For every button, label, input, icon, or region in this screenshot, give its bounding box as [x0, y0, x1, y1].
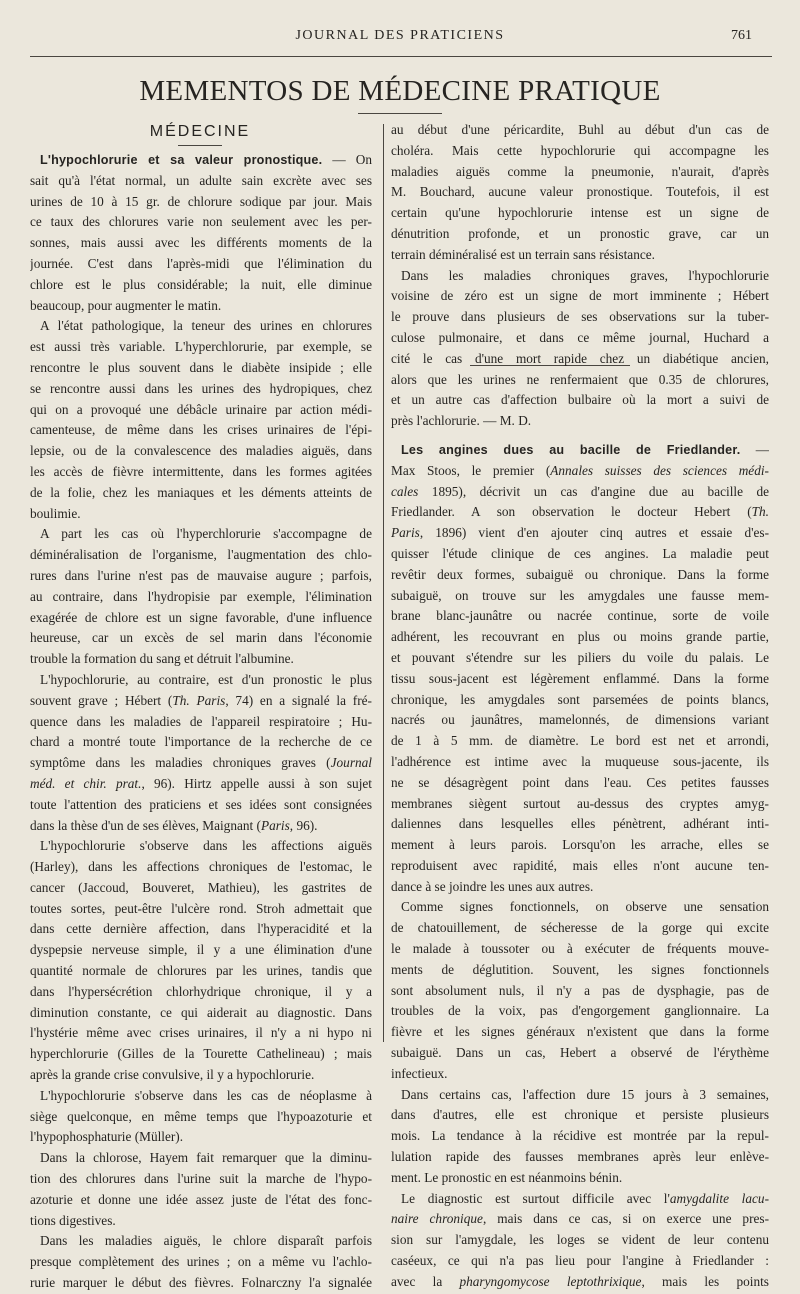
text-line [391, 370, 769, 391]
italic-citation: Th. Paris [172, 692, 226, 708]
text-run: subaiguë, on trouve sur les amygdales une fausse mem- [391, 587, 769, 603]
italic-citation: pharyngomycose leptothrixique [459, 1273, 642, 1289]
text-run: cancer (Jaccoud, Bouveret, Mathieu), les gastrites de [30, 879, 372, 895]
text-line [30, 316, 372, 337]
text-line [391, 1001, 769, 1022]
text-run: L'hypochlorurie s'observe dans les cas de néoplasme à [40, 1087, 372, 1103]
text-line [30, 504, 372, 525]
text-line [30, 1065, 372, 1086]
text-run: , mais les points [641, 1273, 769, 1289]
text-run: brane blanc-jaunâtre ou nacrée continue, sorte de voile [391, 608, 769, 624]
text-run: maladies aiguës comme la pneumonie, n'aurait, d'après [391, 163, 769, 179]
text-run: 1895), décrivit un cas d'angine due au bacille de [418, 483, 769, 499]
title-rule [358, 113, 442, 114]
text-run: beaucoup, pour augmenter le matin. [30, 297, 222, 313]
text-line [391, 690, 769, 711]
text-run: Dans certains cas, l'affection dure 15 jours à 3 semaines, [401, 1086, 769, 1102]
text-run: , 1896) vient d'en ajouter cinq autres et essaie d'es- [419, 525, 769, 541]
text-line [30, 1169, 372, 1190]
text-run: et pouvant s'étendre sur les piliers du voile du palais. Le [391, 649, 769, 665]
text-line [30, 1190, 372, 1211]
text-run: chlore est le plus considérable; la nuit, elle diminue [30, 276, 372, 292]
text-run: est aussi très variable. L'hyperchlorurie, par exemple, se [30, 339, 372, 355]
text-run: sait qu'à l'état normal, un adulte sain excrète avec ses [30, 172, 372, 188]
text-line [391, 731, 769, 752]
text-line [391, 461, 769, 482]
text-run: quantité normale de chlorures par les urines, tandis que [30, 963, 372, 979]
italic-citation: Annales suisses des sciences médi- [550, 462, 769, 478]
text-line [30, 1148, 372, 1169]
text-line [391, 523, 769, 544]
text-run: nacrés ou jaunâtres, mamelonnés, de dimensions variant [391, 712, 769, 728]
text-run: , mais dans ce cas, si on exerce une pres- [482, 1211, 769, 1227]
text-line [30, 816, 372, 837]
text-run: , 96). [289, 817, 318, 833]
text-run: L'hypochlorurie s'observe dans les affections aiguës [40, 838, 372, 854]
text-line [391, 307, 769, 328]
text-run: rures dans l'urine n'est pas de mauvaise augure ; parfois, [30, 567, 372, 583]
text-run: siège quelconque, en même temps que l'hypoazoturie et [30, 1108, 372, 1124]
text-line [391, 648, 769, 669]
text-run: qui on a provoqué une débâcle urinaire par action médi- [30, 401, 372, 417]
text-run: , 74) en a signalé la fré- [225, 692, 372, 708]
text-line [30, 670, 372, 691]
text-run: chronique, les amygdales sont parsemées de points blancs, [391, 691, 769, 707]
text-run: Dans les maladies chroniques graves, l'hypochlorurie [401, 267, 769, 283]
text-run: cité le cas d'une mort rapide chez un diabétique ancien, [391, 350, 769, 366]
text-run: l'hystérie même avec crises urinaires, il n'y a ni hypo ni [30, 1025, 372, 1041]
text-run: membranes siègent surtout au-dessus des cryptes amyg- [391, 795, 769, 811]
italic-citation: Th. [751, 504, 769, 520]
text-run: dance à se joindre les unes aux autres. [391, 878, 594, 894]
text-run: rurie marquer le début des fièvres. Folnarczny l'a signalée [30, 1275, 372, 1291]
page-number: 761 [731, 28, 752, 43]
text-line [391, 794, 769, 815]
text-run: sonnes, mais aussi avec les différents moments de la [30, 235, 372, 251]
text-line [30, 1211, 372, 1232]
text-run: , 96). Hirtz appelle aussi à son sujet [141, 775, 372, 791]
text-line [391, 1168, 769, 1189]
text-line [30, 587, 372, 608]
text-line [30, 545, 372, 566]
text-line [391, 1043, 769, 1064]
column-divider [383, 124, 384, 1042]
text-line [391, 440, 769, 461]
text-line [391, 814, 769, 835]
text-run: presque complètement des urines ; on a même vu l'achlo- [30, 1254, 372, 1270]
text-line [391, 856, 769, 877]
text-line [30, 753, 372, 774]
text-run: le prouve dans plusieurs de ses observations sur la tuber- [391, 309, 769, 325]
text-run: souvent grave ; Hébert ( [30, 692, 173, 708]
text-line [30, 712, 372, 733]
text-line [391, 1022, 769, 1043]
text-run: rencontre le plus souvent dans le diabète insipide ; elle [30, 359, 372, 375]
text-line [391, 627, 769, 648]
text-run: sion sur l'amygdale, les loges se vident de leur contenu [391, 1232, 769, 1248]
text-run: dans l'hypersécrétion chlorhydrique chronique, il y a [30, 983, 372, 999]
italic-citation: Paris [260, 817, 290, 833]
text-line [391, 1085, 769, 1106]
text-run: quisser l'étude clinique de ces angines. La maladie peut [391, 545, 769, 561]
text-line [391, 502, 769, 523]
text-run: — [740, 441, 769, 457]
text-run: symptôme dans les maladies chroniques graves ( [30, 755, 331, 771]
text-run: voisine de zéro est un signe de mort imminente ; Hébert [391, 288, 769, 304]
text-line [30, 1044, 372, 1065]
text-run: après la grande crise convulsive, il y a hypochlorurie. [30, 1067, 315, 1083]
text-line [30, 1107, 372, 1128]
italic-citation: Journal [330, 755, 372, 771]
text-line [391, 835, 769, 856]
text-run: heureuse, car un excès de sel marin dans l'économie [30, 630, 372, 646]
text-run: subaiguë. Dans un cas, Hebert a observé de l'érythème [391, 1045, 769, 1061]
text-run: hyperchlorurie (Gilles de la Tourette Cathelineau) ; mais [30, 1046, 372, 1062]
text-line [30, 400, 372, 421]
text-run: Le diagnostic est surtout difficile avec l' [401, 1190, 670, 1206]
text-line [391, 1251, 769, 1272]
text-line [391, 328, 769, 349]
text-line [30, 524, 372, 545]
text-line [391, 918, 769, 939]
text-run: exagérée de chlore est un signe favorable, d'une influence [30, 609, 372, 625]
text-line [30, 795, 372, 816]
text-run: quence dans les maladies de l'appareil respiratoire ; Hu- [30, 713, 372, 729]
italic-citation: cales [391, 483, 419, 499]
text-line [30, 1003, 372, 1024]
text-line [30, 296, 372, 317]
text-run: déminéralisation de l'organisme, l'augmentation des chlo- [30, 547, 372, 563]
text-run: avec la [391, 1273, 460, 1289]
text-line [30, 1231, 372, 1252]
text-line [391, 773, 769, 794]
text-line [30, 836, 372, 857]
text-line [30, 732, 372, 753]
text-line [391, 710, 769, 731]
text-run: ce taux des chlorures varie non seulement avec les per- [30, 214, 372, 230]
text-run: adhérent, les recouvrant en plus ou moins grande partie, [391, 629, 769, 645]
text-run: culose pulmonaire, et dans ce même journal, Huchard a [391, 329, 769, 345]
running-head [0, 24, 800, 48]
text-line [30, 212, 372, 233]
text-run: dyspepsie nerveuse simple, il y a une élimination d'une [30, 942, 372, 958]
text-line [391, 141, 769, 162]
text-line [30, 628, 372, 649]
text-run: Dans la chlorose, Hayem fait remarquer que la diminu- [40, 1150, 372, 1166]
text-run: mois. La tendance à la récidive est montrée par la repul- [391, 1128, 769, 1144]
text-line [391, 482, 769, 503]
text-run: (Harley), dans les affections chroniques de l'estomac, le [30, 859, 372, 875]
text-run: reproduisent avec rapidité, mais elles n'ont aucune ten- [391, 857, 769, 873]
text-line [30, 940, 372, 961]
text-run: près l'achlorurie. — M. D. [391, 413, 532, 429]
text-line [391, 752, 769, 773]
text-line [30, 1127, 372, 1148]
text-run: certain qu'une hypochlorurie intense est un signe de [391, 205, 769, 221]
text-run: ment. Le pronostic en est néanmoins bénin. [391, 1169, 623, 1185]
text-line [391, 286, 769, 307]
text-run: fièvre et les signes généraux n'existent que dans la forme [391, 1024, 769, 1040]
text-line [30, 1273, 372, 1294]
text-line [30, 899, 372, 920]
text-run: revêtir deux formes, subaiguë ou chronique. Dans la forme [391, 566, 769, 582]
text-line [391, 586, 769, 607]
text-run: sont absolument nuls, il n'y a pas de dysphagie, pas de [391, 982, 769, 998]
text-run: l'adhérence est intime avec la muqueuse sous-jacente, ils [391, 753, 769, 769]
text-line [391, 182, 769, 203]
left-column [30, 150, 372, 1294]
text-line [391, 349, 769, 370]
text-run: dénutrition profonde, et un pronostic grave, car un [391, 225, 769, 241]
text-line [391, 897, 769, 918]
right-column [391, 120, 769, 1293]
text-line [391, 411, 769, 432]
text-line [391, 544, 769, 565]
text-line [30, 441, 372, 462]
text-run: journée. C'est dans l'après-midi que l'élimination du [30, 255, 372, 271]
text-line [391, 1064, 769, 1085]
text-line [30, 961, 372, 982]
text-line [391, 565, 769, 586]
text-run: diminution constante, ce qui aiderait au diagnostic. Dans [30, 1004, 372, 1020]
text-run: de la folie, chez les maniaques et les déments atteints de [30, 484, 372, 500]
text-line [30, 275, 372, 296]
text-run: chard a montré toute l'importance de la recherche de ce [30, 734, 372, 750]
text-line [391, 1147, 769, 1168]
text-run: ne se désagrègent point dans l'eau. Ces petites fausses [391, 774, 769, 790]
text-line [30, 150, 372, 171]
text-run: Comme signes fonctionnels, on observe une sensation [401, 899, 769, 915]
text-line [391, 1126, 769, 1147]
text-line [391, 1209, 769, 1230]
text-run: le malade à toussoter ou à exécuter de fréquents mouve- [391, 941, 769, 957]
text-line [30, 649, 372, 670]
text-run: camenteuse, de même dans les crises urinaires de l'épi- [30, 422, 372, 438]
text-run: dans cette dernière affection, dans l'hyperacidité et la [30, 921, 372, 937]
text-line [30, 1252, 372, 1273]
journal-name: JOURNAL DES PRATICIENS [295, 28, 505, 43]
text-line [391, 203, 769, 224]
text-run: tion des chlorures dans l'urine suit la marche de l'hypo- [30, 1171, 372, 1187]
text-run: Max Stoos, le premier ( [391, 462, 551, 478]
italic-citation: amygdalite lacu- [669, 1190, 769, 1206]
text-run: tions digestives. [30, 1212, 116, 1228]
text-line [391, 224, 769, 245]
text-run: choléra. Mais cette hypochlorurie qui accompagne les [391, 142, 769, 158]
text-run: infectieux. [391, 1065, 448, 1081]
text-run: lulation rapide des fausses membranes après leur enlève- [391, 1149, 769, 1165]
text-run: boulimie. [30, 505, 81, 521]
text-run: troubles de la voix, pas d'engorgement ganglionnaire. La [391, 1003, 769, 1019]
text-run: terrain déminéralisé est un terrain sans résistance. [391, 246, 655, 262]
article-heading: L'hypochlorurie et sa valeur pronostique. [40, 153, 323, 167]
text-run: L'hypochlorurie, au contraire, est d'un pronostic le plus [40, 671, 372, 687]
text-line [30, 379, 372, 400]
text-run: au contraire, dans l'hydropisie par exemple, l'élimination [30, 588, 372, 604]
text-run: au début d'une péricardite, Buhl au début d'un cas de [391, 122, 769, 137]
text-run: toutes sortes, peut-être l'ulcère rond. Stroh admettait que [30, 900, 372, 916]
text-line [391, 960, 769, 981]
text-line [30, 566, 372, 587]
text-run: toute l'attention des praticiens et ses idées sont consignées [30, 796, 372, 812]
text-run: daliennes dans lesquelles elles pénètrent, adhérant inti- [391, 816, 769, 832]
text-run: caséeux, ce qui n'a pas lieu pour l'angine à Friedlander : [391, 1253, 769, 1269]
section-title: MÉDECINE [149, 123, 251, 140]
text-line [391, 1105, 769, 1126]
text-line [30, 878, 372, 899]
text-run: mement à leurs parois. Lorsqu'on les arrache, elles se [391, 837, 769, 853]
text-line [30, 857, 372, 878]
text-run: ments de déglutition. Souvent, les signes fonctionnels [391, 961, 769, 977]
text-run: l'hypophosphaturie (Müller). [30, 1129, 184, 1145]
text-line [30, 1086, 372, 1107]
text-line [30, 691, 372, 712]
text-run: se rencontre aussi dans les urines des hydropiques, chez [30, 380, 372, 396]
text-run: trouble la formation du sang et détruit l'albumine. [30, 651, 294, 667]
text-run: dans d'autres, elle est chronique et persiste plusieurs [391, 1107, 769, 1123]
text-line [30, 254, 372, 275]
text-line [391, 669, 769, 690]
text-line [391, 162, 769, 183]
text-run: A l'état pathologique, la teneur des urines en chlorures [40, 318, 372, 334]
text-run: Dans les maladies aiguës, le chlore disparaît parfois [40, 1233, 372, 1249]
text-line [391, 1189, 769, 1210]
text-line [391, 981, 769, 1002]
italic-citation: méd. et chir. prat. [30, 775, 142, 791]
text-line [391, 939, 769, 960]
text-run: et un autre cas d'affection bulbaire où la mort a suivi de [391, 392, 769, 408]
text-run: alors que les urines ne renfermaient que 0.35 de chlorures, [391, 371, 769, 387]
text-line [30, 337, 372, 358]
text-line [30, 462, 372, 483]
text-line [30, 420, 372, 441]
italic-citation: naire chronique [391, 1211, 483, 1227]
text-line [30, 1023, 372, 1044]
text-line [30, 192, 372, 213]
text-line [391, 1230, 769, 1251]
section-rule [178, 145, 222, 146]
text-line [391, 120, 769, 141]
text-line [391, 245, 769, 266]
text-line [30, 982, 372, 1003]
text-line [30, 919, 372, 940]
text-run: M. Bouchard, aucune valeur pronostique. Toutefois, il est [391, 184, 769, 200]
header-rule [30, 56, 772, 57]
main-title: MEMENTOS DE MÉDECINE PRATIQUE [139, 75, 661, 107]
text-line [30, 483, 372, 504]
text-run: urines de 10 à 15 gr. de chlorure sodique par jour. Mais [30, 193, 372, 209]
text-line [30, 608, 372, 629]
text-run: Friedlander. A son observation le docteur Hebert ( [391, 504, 752, 520]
text-line [30, 358, 372, 379]
text-line [391, 606, 769, 627]
text-line [30, 171, 372, 192]
text-line [391, 1272, 769, 1293]
text-run: tissu sous-jacent est légèrement enflammé. Dans la forme [391, 670, 769, 686]
text-line [391, 390, 769, 411]
text-run: — On [322, 152, 372, 167]
text-run: lepsie, ou de la convalescence des maladies aiguës, dans [30, 443, 372, 459]
text-line [30, 233, 372, 254]
text-line [30, 774, 372, 795]
text-run: dans la thèse d'un de ses élèves, Maignant ( [30, 817, 261, 833]
text-run: les accès de fièvre intermittente, dans les formes agitées [30, 463, 372, 479]
article-heading: Les angines dues au bacille de Friedlander. [401, 442, 741, 457]
italic-citation: Paris [391, 525, 420, 541]
text-run: azoturie et donne une idée assez juste de l'état des fonc- [30, 1191, 372, 1207]
text-run: A part les cas où l'hyperchlorurie s'accompagne de [40, 526, 372, 542]
text-run: de 1 à 5 mm. de diamètre. Le bord est net et arrondi, [391, 733, 769, 749]
text-run: de chatouillement, de sécheresse de la gorge qui excite [391, 920, 769, 936]
text-line [391, 266, 769, 287]
text-line [391, 877, 769, 898]
